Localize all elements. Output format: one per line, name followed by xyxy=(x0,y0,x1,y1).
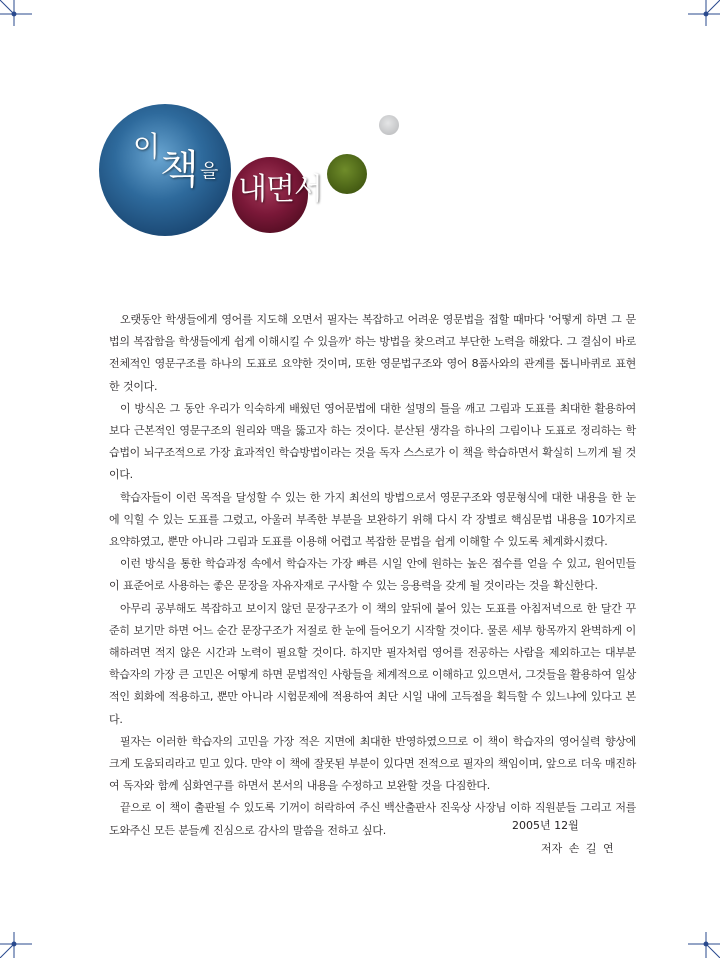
title-char-3: 을 xyxy=(200,160,219,182)
title-char-4: 내면서 xyxy=(238,172,322,207)
corner-mark-bottom-right xyxy=(680,918,720,958)
green-circle xyxy=(327,154,367,194)
title-char-1: 이 xyxy=(133,130,161,163)
signature-author: 저자 손 길 연 xyxy=(541,842,614,855)
title-decoration xyxy=(0,0,720,300)
paragraph: 아무리 공부해도 복잡하고 보이지 않던 문장구조가 이 책의 앞뒤에 붙어 있는 도표를 아침저녁으로 한 달간 꾸준히 보기만 하면 어느 순간 문장구조가 저절로 한 눈에 들어오기 시작할 것이다. 물론 세부 항목까지 완벽하게 이해하려면 적지 않은 시간과 노력이 필요할 것이다. 하지만 필자처럼 영어를 전공하는 사람을 제외하고는 대부분 학습자의 가장 큰 고민은 어떻게 하면 문법적인 사항들을 체계적으로 이해하고 있으면서, 그것들을 활용하여 일상적인 회화에 적용하고, 뿐만 아니라 시험문제에 적용하여 최단 시일 내에 고득점을 획득할 수 있느냐에 있다고 본다. xyxy=(109,601,637,726)
paragraph: 학습자들이 이런 목적을 달성할 수 있는 한 가지 최선의 방법으로서 영문구조와 영문형식에 대한 내용을 한 눈에 익힐 수 있는 도표를 그렸고, 아울러 부족한 부분을 보완하기 위해 다시 각 장별로 핵심문법 내용을 10가지로 요약하였고, 뿐만 아니라 그림과 도표를 이용해 어렵고 복잡한 문법을 쉽게 이해할 수 있도록 체계화시켰다. xyxy=(109,490,636,549)
paragraph: 필자는 이러한 학습자의 고민을 가장 적은 지면에 최대한 반영하였으므로 이 책이 학습자의 영어실력 향상에 크게 도움되리라고 믿고 있다. 만약 이 책에 잘못된 부분이 있다면 전적으로 필자의 책임이며, 앞으로 더욱 매진하여 독자와 함께 심화연구를 하면서 본서의 내용을 수정하고 보완할 것을 다짐한다. xyxy=(109,734,636,793)
paragraph: 이 방식은 그 동안 우리가 익숙하게 배웠던 영어문법에 대한 설명의 틀을 깨고 그림과 도표를 최대한 활용하여 보다 근본적인 영문구조의 원리와 맥을 뚫고자 하는 것이다. 분산된 생각을 하나의 그림이나 도표로 정리하는 학습법이 뇌구조적으로 가장 효과적인 학습방법이라는 것을 독자 스스로가 이 책을 학습하면서 확실히 느끼게 될 것이다. xyxy=(109,401,636,482)
paragraph: 끝으로 이 책이 출판될 수 있도록 기꺼이 허락하여 주신 백산출판사 진욱상 사장님 이하 직원분들 그리고 저를 도와주신 모든 분들께 진심으로 감사의 말씀을 전하고 싶다. xyxy=(109,801,636,837)
paragraph: 이런 방식을 통한 학습과정 속에서 학습자는 가장 빠른 시일 안에 원하는 높은 점수를 얻을 수 있고, 원어민들이 표준어로 사용하는 좋은 문장을 자유자재로 구사할 수 있는 응용력을 갖게 될 것이라는 것을 확신한다. xyxy=(109,557,636,593)
corner-mark-bottom-left xyxy=(0,918,40,958)
preface-body xyxy=(109,309,636,842)
gray-circle xyxy=(379,115,399,135)
paragraph: 오랫동안 학생들에게 영어를 지도해 오면서 필자는 복잡하고 어려운 영문법을 접할 때마다 '어떻게 하면 그 문법의 복잡함을 학생들에게 쉽게 이해시킬 수 있을까' 하는 방법을 찾으려고 부단한 노력을 해왔다. 그 결심이 바로 전체적인 영문구조를 하나의 도표로 요약한 것이며, 또한 영문법구조와 영어 8품사와의 관계를 톱니바퀴로 표현한 것이다. xyxy=(109,313,636,393)
title-char-2: 책 xyxy=(160,147,199,193)
signature-date: 2005년 12월 xyxy=(512,819,579,832)
